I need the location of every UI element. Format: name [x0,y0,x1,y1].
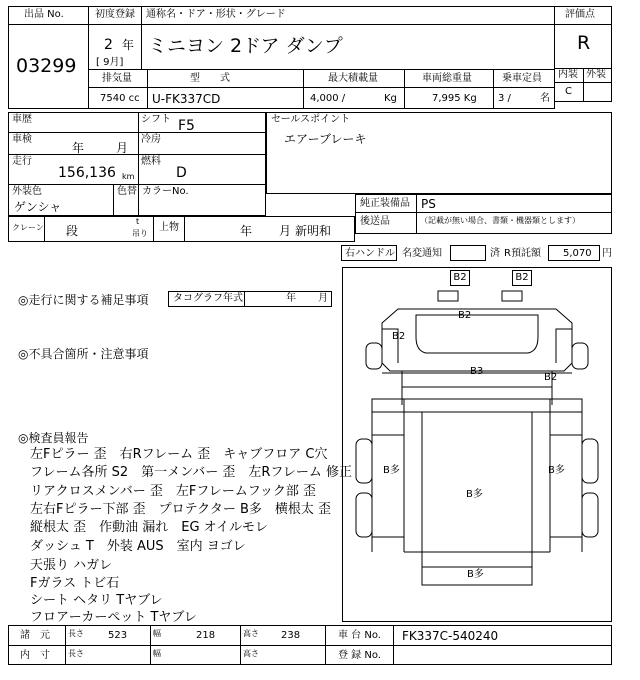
length-value: 523 [108,630,128,641]
report-line: リアクロスメンバー 歪 左Fフレームフック部 歪 [30,484,317,499]
fuel-value: D [176,165,187,181]
exterior-grade-label: 外装 [586,69,606,80]
mileage-value: 156,136 [58,165,116,181]
width-value: 218 [196,630,216,641]
interior-grade: C [565,86,572,97]
equipment-label: 純正装備品 [360,198,410,209]
sales-point-value: エアーブレーキ [284,132,367,146]
displacement-label: 排気量 [102,73,132,84]
interior-length-label: 長さ [68,649,84,658]
tachograph-month: 月 [318,293,328,304]
inspector-heading: ◎検査員報告 [18,431,89,445]
capacity-unit: 名 [540,93,550,104]
damage-mark: B2 [544,372,558,383]
report-line: 縦根太 歪 作動油 漏れ EG オイルモレ [30,520,269,535]
right-hand-label: 右ハンドル [345,248,395,259]
height-value: 238 [281,630,301,641]
displacement-value: 7540 cc [100,93,140,104]
capacity-value: 3 / [498,93,511,104]
recycle-status: 済 [490,248,500,259]
body-maker: 新明和 [295,224,332,238]
inspection-label: 車検 [12,134,32,145]
color-label: 外装色 [12,186,42,197]
overall-grade: R [577,32,591,54]
chassis-label: 車 台 No. [338,630,381,641]
damage-mark: B3 [470,366,484,377]
report-line: シート ヘタリ Tヤブレ [30,593,163,608]
tachograph-year: 年 [286,293,296,304]
reg-month: [ 9月] [96,57,124,68]
fuel-label: 燃料 [141,156,161,167]
sales-point-label: セールスポイント [271,114,351,125]
reg-label: 初度登録 [95,9,135,20]
color-value: ゲンシャ [14,200,62,214]
report-line: フロアーカーペット Tヤブレ [30,610,197,625]
crane-ton-unit: t [136,217,140,226]
damage-mark: B2 [512,270,532,286]
model-value: U-FK337CD [152,92,221,106]
report-line: 左右Fピラー下部 歪 プロテクター B多 横根太 歪 [30,502,332,517]
report-line: 天張り ハガレ [30,558,113,573]
interior-grade-label: 内装 [558,69,578,80]
mileage-unit: km [122,172,135,181]
recycle-amount: 5,070 [563,248,592,259]
damage-mark: B多 [466,489,483,500]
tachograph-label: タコグラフ年式 [173,293,243,304]
report-line: ダッシュ T 外装 AUS 室内 ヨゴレ [30,539,246,554]
retrofit-note: （記載が無い場合、書類・機器類とします） [420,216,580,225]
name-change-label: 名変通知 [402,248,442,259]
damage-mark: B2 [458,310,472,321]
interior-width-label: 幅 [153,649,161,658]
gvw-label: 車両総重量 [422,73,472,84]
lot-label: 出品 No. [24,9,64,20]
report-line: 左Fピラー 歪 右Rフレーム 歪 キャブフロア C穴 [30,447,328,462]
payload-unit: Kg [384,93,397,104]
chassis-number: FK337C-540240 [402,629,499,643]
equipment-value: PS [421,197,436,211]
height-label: 高さ [243,629,259,638]
payload-value: 4,000 / [310,93,346,104]
body-label: 上物 [159,222,179,233]
color-change-label: 色替 [117,186,137,197]
dims-label: 諸 元 [20,630,50,641]
width-label: 幅 [153,629,161,638]
crane-stage: 段 [66,224,79,238]
driving-notes-heading: ◎走行に関する補足事項 [18,293,149,307]
history-label: 車歴 [12,114,32,125]
inspection-month: 月 [116,141,129,155]
defects-heading: ◎不具合箇所・注意事項 [18,347,149,361]
body-month: 月 [279,224,292,238]
retrofit-label: 後送品 [360,216,390,227]
lot-number: 03299 [16,55,77,77]
damage-mark: B多 [548,465,565,476]
name-change-field [450,245,486,261]
shift-value: F5 [178,118,195,134]
recycle-unit: 円 [602,248,612,259]
gvw-value: 7,995 Kg [432,93,477,104]
registration-label: 登 録 No. [338,650,381,661]
crane-lift-label: 吊り [132,229,148,238]
capacity-label: 乗車定員 [502,73,542,84]
damage-mark: B2 [450,270,470,286]
crane-label: クレーン [12,223,44,232]
payload-label: 最大積載量 [328,73,378,84]
report-line: Fガラス トビ石 [30,576,120,591]
length-label: 長さ [68,629,84,638]
body-year: 年 [240,224,253,238]
name-label: 通称名・ドア・形状・グレード [146,9,286,20]
car-name: ミニヨン 2ドア ダンプ [148,35,343,57]
reg-year: 2 [104,37,113,53]
interior-height-label: 高さ [243,649,259,658]
interior-dims-label: 内 寸 [20,650,50,661]
inspection-year: 年 [72,141,85,155]
reg-year-unit: 年 [122,38,135,52]
report-line: フレーム各所 S2 第一メンバー 歪 左Rフレーム 修正 [30,465,353,480]
recycle-label: R預託額 [504,248,541,259]
shift-label: シフト [141,114,171,125]
damage-mark: B2 [392,331,406,342]
color-code-label: カラーNo. [142,186,189,197]
mileage-label: 走行 [12,156,32,167]
model-label: 型 式 [190,73,230,84]
ac-label: 冷房 [141,134,161,145]
damage-mark: B多 [467,569,484,580]
grade-label: 評価点 [565,9,595,20]
damage-mark: B多 [383,465,400,476]
